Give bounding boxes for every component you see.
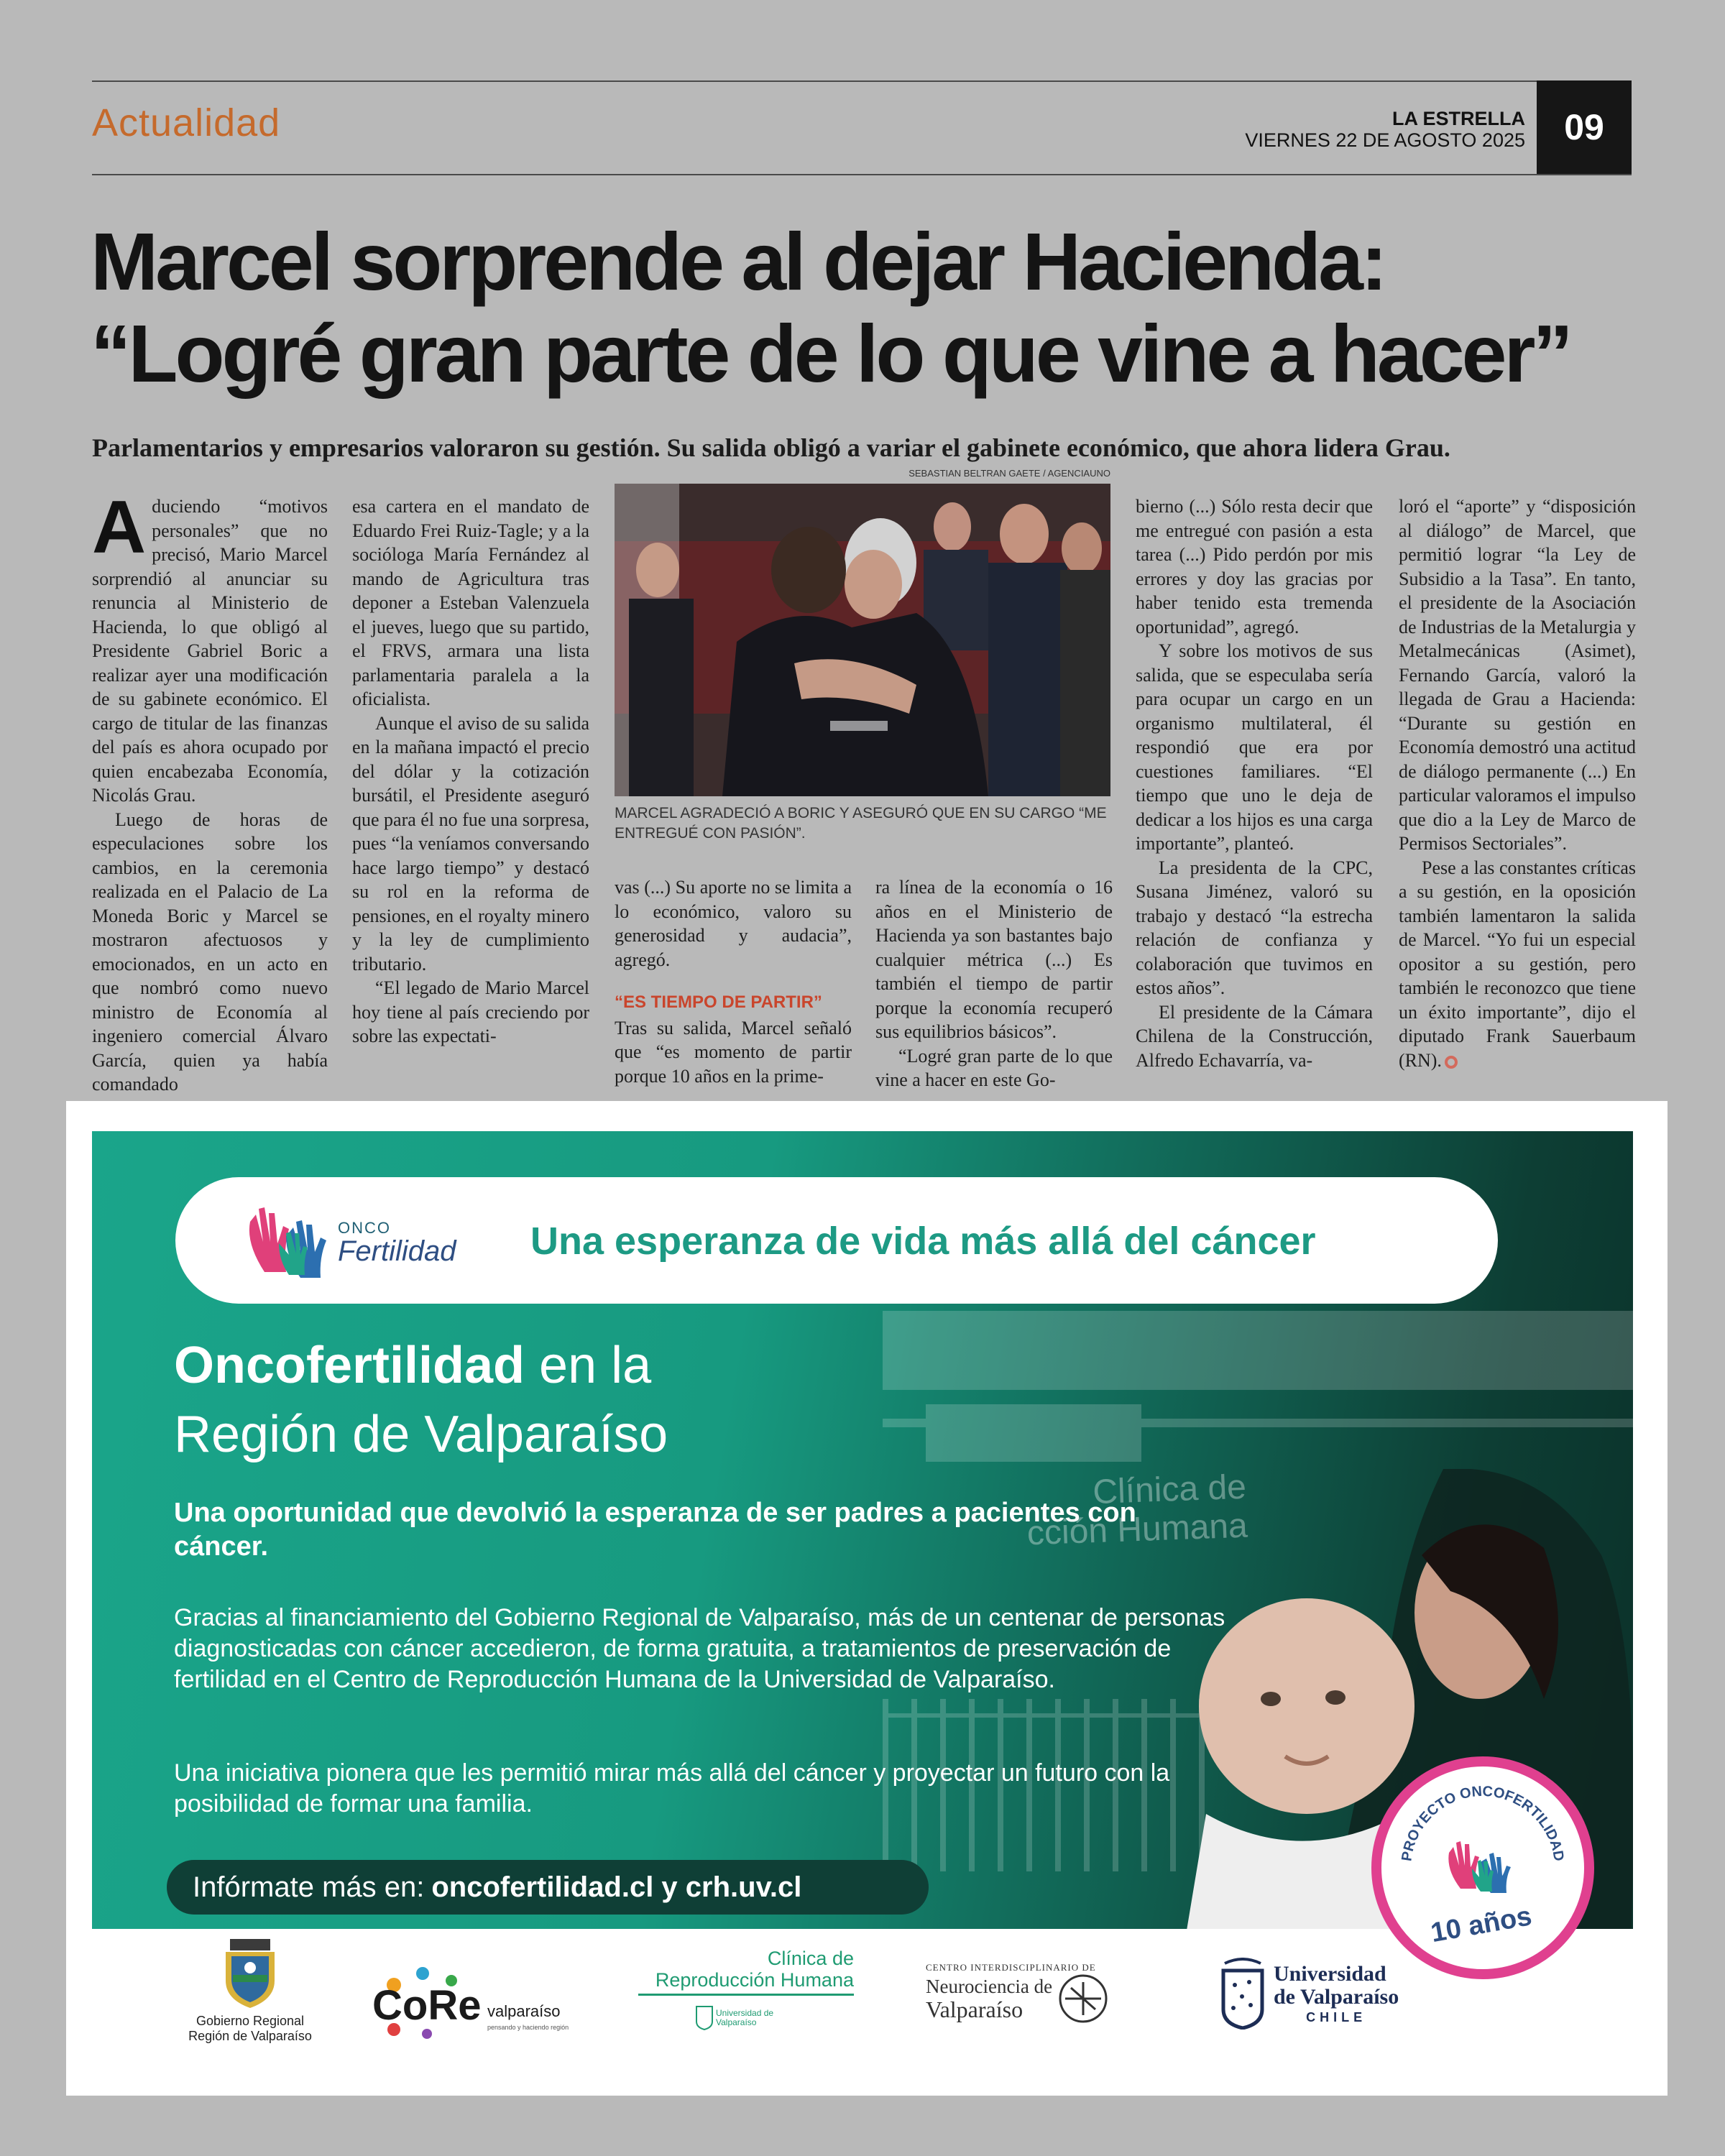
paragraph: duciendo “motivos personales” que no precisó, Mario Marcel sorprendió al anunciar su renuncia al Ministerio de Hacienda, lo que obligó al Presidente Gabriel Boric a realizar ayer una modificación de su gabinete económico. El cargo de titular de las finanzas del país es ahora ocupado por quien encabezaba Economía, Nicolás Grau. <box>92 496 328 806</box>
photo-caption: MARCEL AGRADECIÓ A BORIC Y ASEGURÓ QUE EN SU CARGO “ME ENTREGUÉ CON PASIÓN”. <box>615 805 1107 842</box>
gob-line1: Gobierno Regional <box>196 2014 305 2028</box>
uv-line2: de Valparaíso <box>1274 1984 1399 2009</box>
ten-years-badge <box>1371 1756 1594 1979</box>
uv-line1: Universidad <box>1274 1961 1386 1986</box>
core-tag: pensando y haciendo región <box>487 2024 569 2031</box>
neuro-line1: Neurociencia de <box>926 1976 1053 1997</box>
masthead <box>1245 108 1525 151</box>
crh-line2: Reproducción Humana <box>655 1969 854 1991</box>
brand-big: Fertilidad <box>338 1235 456 1267</box>
paragraph: “El legado de Mario Marcel hoy tiene al país creciendo por sobre las expectati- <box>352 977 589 1046</box>
embrace-photo-illustration <box>615 484 1110 796</box>
issue-date: VIERNES 22 DE AGOSTO 2025 <box>1245 129 1525 151</box>
crh-underline <box>638 1994 854 1996</box>
oncofertilidad-wordmark <box>338 1220 456 1266</box>
paragraph: Y sobre los motivos de sus salida, que se especulaba sería para ocupar un cargo en un organismo multilateral, él respondió que era por cuestiones familiares. “El tiempo que uno le deja de dedicar a los hijos es una carga importante”, planteó. <box>1136 640 1373 854</box>
top-rule <box>92 80 1632 82</box>
ad-paragraph: Gracias al financiamiento del Gobierno Regional de Valparaíso, más de un centenar de personas diagnosticadas con cáncer accedieron, de forma gratuita, a tratamientos de preservación de fertilidad en el Centro de Reproducción Humana de la Universidad de Valparaíso. <box>174 1604 1225 1693</box>
article-column-3 <box>615 875 852 1088</box>
article-column-6 <box>1399 494 1636 1072</box>
badge-arc-text: PROYECTO ONCOFERTILIDAD <box>1399 1783 1567 1863</box>
gobierno-regional-logo <box>171 1939 329 2044</box>
paragraph: Tras su salida, Marcel señaló que “es momento de partir porque 10 años en la prime- <box>615 1017 852 1087</box>
info-pill[interactable] <box>167 1860 929 1915</box>
paragraph: loró el “aporte” y “disposición al diálogo” de Marcel, que permitió lograr “la Ley de Subsidio a la Tasa”. En tanto, el presidente de la Asociación de Industrias de la Metalurgia y Metalmecánicas (Asimet), Fernando García, valoró la llegada de Grau a Hacienda: “Durante su gestión en Economía demostró una actitud de diálogo permanente (...) En particular valoramos el impulso que dio a la Ley de Marco de Permisos Sectoriales”. <box>1399 496 1636 854</box>
paragraph: Pese a las constantes críticas a su gestión, en la oposición también lamentaron la salida de Marcel. “Yo fui un especial opositor a su gestión, pero también le reconozco que tiene un éxito importante”, dijo el diputado Frank Sauerbaum (RN). <box>1399 857 1636 1071</box>
paragraph: ra línea de la economía o 16 años en el Ministerio de Hacienda ya son bastantes bajo cualquier métrica (...) Es también el tiempo de partir porque la economía recuperó sus equilibrios básicos”. <box>875 877 1113 1042</box>
paragraph: “Logré gran parte de lo que vine a hacer en este Go- <box>875 1045 1113 1090</box>
crh-uv-mark <box>696 2006 782 2030</box>
ad-title <box>174 1331 668 1469</box>
paragraph: Aunque el aviso de su salida en la mañana impactó el precio del dólar y la cotización bursátil, el Presidente aseguró que para él no fue una sorpresa, pues “la veníamos conversando hace largo tiempo” y destacó su rol en la reforma de pensiones, en el royalty minero y la ley de cumplimiento tributario. <box>352 712 589 975</box>
newspaper-name: LA ESTRELLA <box>1392 108 1525 129</box>
info-links[interactable]: oncofertilidad.cl y crh.uv.cl <box>431 1871 802 1903</box>
badge-hands-icon <box>1448 1841 1511 1893</box>
neuron-icon <box>1058 1973 1108 2024</box>
clinic-sign-line: Clínica de <box>1092 1468 1247 1512</box>
ad-title-bold: Oncofertilidad <box>174 1337 525 1394</box>
oncofertilidad-ad <box>92 1131 1633 2067</box>
ad-title-line2: Región de Valparaíso <box>174 1406 668 1463</box>
article-column-5 <box>1136 494 1373 1072</box>
section-label: Actualidad <box>92 101 281 144</box>
paragraph: Luego de horas de especulaciones sobre los cambios, en la ceremonia realizada en el Palacio de La Moneda Boric y Marcel se mostraron afectuosos y emocionados, en un acto en que nombró como nuevo ministro de Economía al ingeniero comercial Álvaro García, quien ya había comandado <box>92 808 328 1095</box>
core-word: CoRe <box>372 1982 482 2029</box>
uv-shield-icon <box>1220 1958 1265 2030</box>
neurociencia-logo <box>926 1962 1170 2024</box>
neuro-small: CENTRO INTERDISCIPLINARIO DE <box>926 1962 1096 1973</box>
clinic-sign-line: cción Humana <box>1026 1506 1248 1553</box>
badge-years: 10 años <box>1428 1901 1535 1949</box>
ad-title-rest: en la <box>525 1337 652 1394</box>
crh-line1: Clínica de <box>767 1948 854 1969</box>
crh-small: Universidad de Valparaíso <box>716 2008 774 2027</box>
deck: Parlamentarios y empresarios valoraron su gestión. Su salida obligó a variar el gabinete económico, que ahora lidera Grau. <box>92 433 1450 462</box>
article-column-2 <box>352 494 589 1049</box>
news-photo <box>615 484 1110 796</box>
article-column-1 <box>92 486 328 1097</box>
ad-lead: Una oportunidad que devolvió la esperanza de ser padres a pacientes con cáncer. <box>174 1498 1136 1562</box>
hands-logo-icon <box>236 1200 336 1283</box>
clinica-reproduccion-logo <box>624 1948 854 2030</box>
ad-tagline: Una esperanza de vida más allá del cáncer <box>530 1220 1316 1263</box>
core-sub: valparaíso <box>487 2002 561 2020</box>
headline-line2: “Logré gran parte de lo que vine a hacer” <box>91 308 1570 399</box>
paragraph: La presidenta de la CPC, Susana Jiménez, valoró su trabajo y destacó “la estrecha relación de confianza y colaboración que tuvimos en estos años”. <box>1136 857 1373 998</box>
badge-graphic <box>1381 1766 1584 1969</box>
drop-cap: A <box>92 486 147 569</box>
gob-line2: Región de Valparaíso <box>188 2029 312 2043</box>
photo-credit: SEBASTIAN BELTRAN GAETE / AGENCIAUNO <box>908 468 1110 479</box>
paragraph: vas (...) Su aporte no se limita a lo económico, valoro su generosidad y audacia”, agregó. <box>615 877 852 970</box>
paragraph: bierno (...) Sólo resta decir que me entregué con pasión a esta tarea (...) Pido perdón por mis errores y doy las gracias por haber tenido esta tremenda oportunidad”, agregó. <box>1136 496 1373 637</box>
universidad-valparaiso-logo <box>1220 1958 1429 2030</box>
info-label: Infórmate más en: <box>193 1871 425 1903</box>
core-valparaiso-logo <box>372 1963 588 2042</box>
headline <box>91 216 1643 400</box>
neuro-line2: Valparaíso <box>926 1996 1024 2022</box>
article-column-4 <box>875 875 1113 1092</box>
headline-line1: Marcel sorprende al dejar Hacienda: <box>91 216 1385 307</box>
paragraph: esa cartera en el mandato de Eduardo Frei Ruiz-Tagle; y a la socióloga María Fernández al mando de Agricultura tras deponer a Esteban Valenzuela el jueves, luego que su partido, el FRVS, armara una lista parlamentaria paralela a la oficialista. <box>352 496 589 709</box>
ad-paragraph: Una iniciativa pionera que les permitió mirar más allá del cáncer y proyectar un futuro con la posibilidad de formar una familia. <box>174 1759 1170 1818</box>
page-number: 09 <box>1537 80 1632 174</box>
subheading: “ES TIEMPO DE PARTIR” <box>615 992 822 1012</box>
end-mark-icon <box>1445 1056 1458 1069</box>
regional-shield-icon <box>223 1939 277 2008</box>
header-rule <box>92 174 1632 175</box>
uv-small-shield-icon <box>696 2006 713 2030</box>
paragraph: El presidente de la Cámara Chilena de la Construcción, Alfredo Echavarría, va- <box>1136 1001 1373 1071</box>
uv-country: CHILE <box>1306 2009 1367 2024</box>
brand-small: ONCO <box>338 1219 391 1237</box>
